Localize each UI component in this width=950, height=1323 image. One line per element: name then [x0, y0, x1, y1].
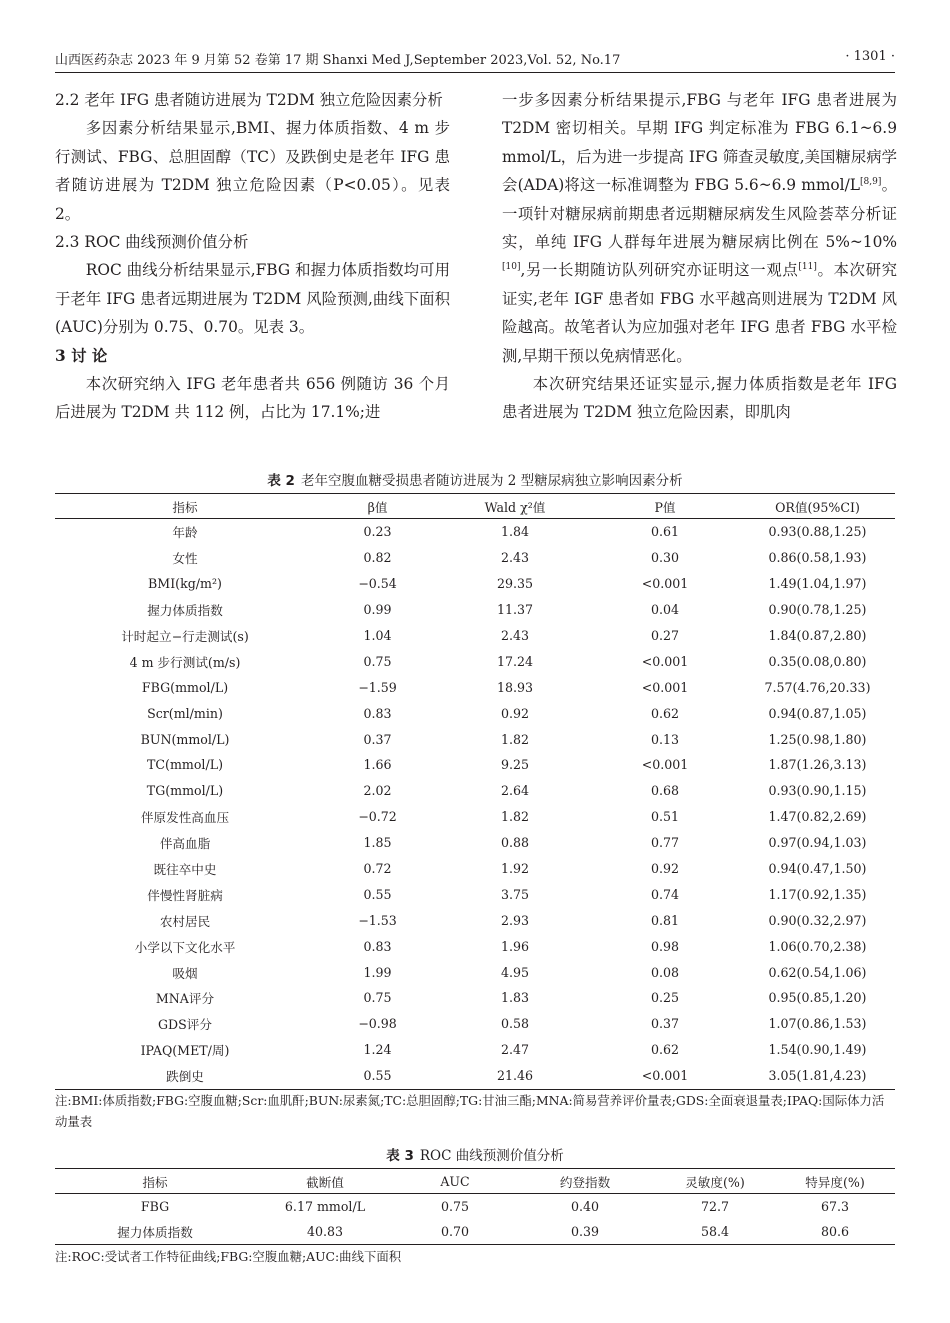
table-2-row-cell: 18.93: [496, 679, 534, 695]
table-2-row-cell: 17.24: [496, 653, 534, 669]
table-2-row-cell: 0.81: [650, 912, 680, 928]
table-3-row-cell: 0.40: [570, 1199, 600, 1214]
table-3-row-cell: 80.6: [775, 1219, 895, 1245]
table-2-row-cell: 1.06(0.70,2.38): [768, 938, 867, 954]
table-2-row-cell: 0.95(0.85,1.20): [768, 990, 867, 1006]
reference-8-9[interactable]: [8,9]: [860, 177, 882, 188]
table-2-row-cell: −1.53: [358, 912, 397, 928]
table-2-row-cell: 1.84(0.87,2.80): [768, 628, 867, 643]
table-2-row-cell: 0.83: [363, 705, 392, 721]
table-2-row-cell: 0.62(0.54,1.06): [768, 964, 867, 980]
table-3-caption: [55, 1144, 895, 1164]
table-2-row-cell: TG(mmol/L): [146, 783, 224, 799]
table-2-caption: [55, 469, 895, 489]
table-2-row-cell: 0.61: [650, 524, 680, 540]
table-2-row-cell: 0.55: [363, 886, 392, 902]
table-2-row: [55, 959, 895, 985]
reference-11[interactable]: [11]: [798, 262, 817, 273]
table-2-row-cell: 2.64: [500, 783, 530, 799]
table-2-row-cell: <0.001: [641, 679, 689, 695]
section-3-title: 3 讨 论: [55, 346, 108, 365]
table-2-row: [55, 519, 895, 545]
table-2-header-cell: OR值(95%CI): [740, 494, 895, 519]
table-2-row: [55, 648, 895, 674]
table-2-row-cell: 年龄: [172, 525, 198, 541]
table-2-row-cell: 1.24: [363, 1042, 392, 1058]
table-2-title: 老年空腹血糖受损患者随访进展为 2 型糖尿病独立影响因素分析: [300, 473, 683, 489]
table-2-row-cell: 握力体质指数: [147, 603, 223, 619]
table-3-header-row: [55, 1169, 895, 1194]
table-2-row: [55, 597, 895, 623]
table-2: [55, 493, 895, 1090]
table-2-row-cell: <0.001: [641, 576, 689, 592]
table-3-header-cell: 截断值: [255, 1169, 395, 1194]
table-2-row: [55, 545, 895, 571]
table-2-row-cell: IPAQ(MET/周): [140, 1043, 230, 1059]
table-2-row-cell: 0.92: [650, 861, 680, 877]
table-2-row-cell: 0.58: [500, 1016, 530, 1032]
table-2-row-cell: TC(mmol/L): [147, 757, 223, 773]
table-3-title: ROC 曲线预测价值分析: [419, 1148, 564, 1164]
table-3-row-cell: 0.39: [515, 1219, 655, 1245]
table-3-row-cell: 58.4: [655, 1219, 775, 1245]
table-2-row: [55, 674, 895, 700]
table-2-row-cell: 1.82: [500, 731, 530, 747]
table-2-row-cell: 0.77: [650, 835, 680, 851]
table-2-row-cell: 1.87(1.26,3.13): [768, 757, 867, 773]
table-2-row: [55, 1063, 895, 1089]
table-2-row: [55, 700, 895, 726]
table-2-row-cell: 4.95: [500, 964, 530, 980]
table-2-row-cell: 0.90(0.78,1.25): [768, 602, 867, 618]
table-2-row-cell: 0.51: [650, 809, 680, 825]
table-2-row: [55, 1037, 895, 1063]
table-3-header-cell: 约登指数: [515, 1169, 655, 1194]
table-2-row-cell: 29.35: [496, 576, 534, 592]
table-2-row-cell: 2.02: [363, 783, 392, 799]
table-3: [55, 1168, 895, 1245]
table-3-row: [55, 1194, 895, 1220]
table-2-row-cell: −1.59: [358, 679, 397, 695]
table-2-row-cell: 1.25(0.98,1.80): [768, 731, 867, 747]
table-2-row: [55, 804, 895, 830]
table-2-row-cell: 3.05(1.81,4.23): [740, 1063, 895, 1089]
table-2-row-cell: 0.93(0.88,1.25): [768, 524, 867, 540]
table-2-row-cell: 0.75: [363, 990, 392, 1006]
discussion-paragraph-1: 一步多因素分析结果提示,FBG 与老年 IFG 患者进展为 T2DM 密切相关。早期 IFG 判定标准为 FBG 6.1~6.9 mmol/L，后为进一步提高 IFG 筛查灵敏度,美国糖尿病学会(ADA)将这一标准调整为 FBG 5.6~6.9 mmol/L[8,9]。一项针对糖尿病前期患者远期糖尿病发生风险荟萃分析证实，单纯 IFG 人群每年进展为糖尿病比例在 5%~10%[10],另一长期随访队列研究亦证明这一观点[11]。本次研究证实,老年 IGF 患者如 FBG 水平越高则进展为 T2DM 风险越高。故笔者认为应加强对老年 IFG 患者 FBG 水平检测,早期干预以免病情恶化。: [502, 91, 897, 365]
table-2-row-cell: 4 m 步行测试(m/s): [129, 654, 241, 670]
table-2-row-cell: 1.47(0.82,2.69): [768, 809, 867, 825]
table-2-row-cell: 0.35(0.08,0.80): [768, 653, 867, 669]
table-2-row-cell: 1.66: [363, 757, 392, 773]
table-2-row-cell: 9.25: [500, 757, 530, 773]
table-2-row-cell: 伴慢性肾脏病: [147, 887, 223, 903]
table-2-row: [55, 907, 895, 933]
table-2-row-cell: 0.97(0.94,1.03): [768, 835, 867, 851]
running-header: [55, 44, 895, 73]
table-2-row-cell: 吸烟: [172, 965, 198, 981]
table-2-header-cell: 指标: [55, 494, 315, 519]
table-2-header-cell: β值: [315, 494, 440, 519]
table-2-row-cell: 1.17(0.92,1.35): [768, 886, 867, 902]
section-2-2-title: 2.2 老年 IFG 患者随访进展为 T2DM 独立危险因素分析: [55, 91, 443, 109]
table-2-row: [55, 752, 895, 778]
table-2-row-cell: 0.62: [650, 1042, 680, 1058]
table-3-row: [55, 1219, 895, 1245]
table-2-row-cell: 0.94(0.87,1.05): [768, 705, 867, 721]
table-3-row-cell: 握力体质指数: [55, 1219, 255, 1245]
table-2-row-cell: 跌倒史: [55, 1063, 315, 1089]
table-2-row-cell: 0.93(0.90,1.15): [768, 783, 867, 799]
table-2-row-cell: 0.72: [363, 861, 392, 877]
table-2-row-cell: MNA评分: [155, 991, 215, 1007]
table-2-row-cell: 女性: [172, 551, 198, 567]
table-2-row: [55, 623, 895, 649]
table-2-row-cell: 0.04: [650, 602, 680, 618]
journal-citation: 山西医药杂志 2023 年 9 月第 52 卷第 17 期 Shanxi Med J,September 2023,Vol. 52, No.17: [55, 53, 621, 68]
table-2-row-cell: 0.25: [650, 990, 680, 1006]
table-2-row-cell: Scr(ml/min): [147, 705, 223, 721]
table-3-row-cell: 72.7: [700, 1199, 730, 1214]
table-2-row: [55, 985, 895, 1011]
section-2-3-title: 2.3 ROC 曲线预测价值分析: [55, 233, 249, 252]
table-2-row-cell: 1.99: [363, 964, 392, 980]
section-2-2-body: 多因素分析结果显示,BMI、握力体质指数、4 m 步行测试、FBG、总胆固醇（TC）及跌倒史是老年 IFG 患者随访进展为 T2DM 独立危险因素（P<0.05）。见表 2。: [55, 119, 450, 223]
table-3-label: 表 3: [386, 1148, 414, 1164]
reference-10[interactable]: [10]: [502, 262, 521, 273]
table-2-row: [55, 1011, 895, 1037]
section-2-3-body: ROC 曲线分析结果显示,FBG 和握力体质指数均可用于老年 IFG 患者远期进展为 T2DM 风险预测,曲线下面积(AUC)分别为 0.75、0.70。见表 3。: [55, 261, 450, 337]
table-2-header-cell: Wald χ²值: [440, 494, 590, 519]
table-2-row-cell: 7.57(4.76,20.33): [764, 679, 871, 695]
table-2-row-cell: 小学以下文化水平: [134, 939, 236, 955]
table-2-row-cell: 0.88: [500, 835, 530, 851]
table-2-row-cell: 0.94(0.47,1.50): [768, 861, 867, 877]
table-2-row-cell: 21.46: [440, 1063, 590, 1089]
table-2-row-cell: <0.001: [641, 653, 689, 669]
table-2-row: [55, 881, 895, 907]
table-3-header-cell: 特异度(%): [775, 1169, 895, 1194]
table-2-row: [55, 933, 895, 959]
table-2-row-cell: BMI(kg/m²): [148, 576, 222, 592]
table-2-row-cell: 伴高血脂: [159, 836, 211, 852]
table-2-note: 注:BMI:体质指数;FBG:空腹血糖;Scr:血肌酐;BUN:尿素氮;TC:总胆固醇;TG:甘油三酯;MNA:简易营养评价量表;GDS:全面衰退量表;IPAQ:国际体力活动量表: [55, 1093, 885, 1129]
table-2-row-cell: GDS评分: [158, 1017, 212, 1033]
table-2-row-cell: 0.27: [650, 628, 680, 643]
table-2-row-cell: 1.96: [500, 938, 530, 954]
table-2-row-cell: 2.43: [500, 628, 530, 643]
table-2-row-cell: 0.37: [363, 731, 392, 747]
section-3-body: 本次研究纳入 IFG 老年患者共 656 例随访 36 个月后进展为 T2DM 共 112 例，占比为 17.1%;进: [55, 375, 450, 422]
table-2-row-cell: 0.62: [650, 705, 680, 721]
table-2-row: [55, 571, 895, 597]
table-2-row-cell: 1.85: [363, 835, 392, 851]
table-2-row-cell: 11.37: [496, 602, 534, 618]
table-2-row-cell: FBG(mmol/L): [141, 679, 229, 695]
table-2-header-cell: P值: [590, 494, 740, 519]
table-2-row-cell: 1.82: [500, 809, 530, 825]
table-2-row-cell: 0.68: [650, 783, 680, 799]
table-2-row-cell: 0.82: [363, 550, 392, 566]
table-2-row-cell: 0.08: [650, 964, 680, 980]
table-2-row-cell: BUN(mmol/L): [140, 731, 230, 747]
table-3-row-cell: 40.83: [255, 1219, 395, 1245]
table-3-row-cell: 0.75: [440, 1199, 470, 1214]
table-2-row-cell: 伴原发性高血压: [140, 810, 230, 826]
table-2-row-cell: 0.92: [500, 705, 530, 721]
table-2-row-cell: −0.72: [358, 809, 397, 825]
table-2-row-cell: 1.54(0.90,1.49): [768, 1042, 867, 1058]
table-2-row-cell: 0.23: [363, 524, 392, 540]
table-3-row-cell: 0.70: [395, 1219, 515, 1245]
left-column: [55, 86, 450, 427]
table-2-row-cell: 农村居民: [159, 913, 211, 929]
table-2-row-cell: 计时起立−行走测试(s): [121, 629, 249, 644]
table-3-row-cell: FBG: [140, 1199, 170, 1214]
table-3-header-cell: AUC: [395, 1169, 515, 1194]
table-2-row-cell: 2.93: [500, 912, 530, 928]
table-2-row-cell: 0.75: [363, 653, 392, 669]
table-2-row-cell: 0.98: [650, 938, 680, 954]
table-2-row: [55, 726, 895, 752]
table-2-row-cell: 2.47: [500, 1042, 530, 1058]
table-2-row-cell: 0.13: [650, 731, 680, 747]
table-2-row-cell: 2.43: [500, 550, 530, 566]
table-3-note: 注:ROC:受试者工作特征曲线;FBG:空腹血糖;AUC:曲线下面积: [55, 1249, 402, 1264]
table-2-row-cell: 0.83: [363, 938, 392, 954]
table-2-row-cell: −0.98: [358, 1016, 397, 1032]
right-column: [502, 86, 897, 427]
table-2-row-cell: 1.84: [500, 524, 530, 540]
table-2-row-cell: 0.55: [315, 1063, 440, 1089]
table-2-row-cell: <0.001: [641, 757, 689, 773]
table-2-row: [55, 856, 895, 882]
table-2-row: [55, 778, 895, 804]
page-number: · 1301 ·: [845, 49, 895, 64]
discussion-paragraph-2: 本次研究结果还证实显示,握力体质指数是老年 IFG 患者进展为 T2DM 独立危险因素，即肌肉: [502, 375, 897, 422]
table-3-row-cell: 67.3: [820, 1199, 850, 1214]
table-3-row-cell: 6.17 mmol/L: [284, 1199, 366, 1214]
table-2-row-cell: 0.37: [650, 1016, 680, 1032]
table-2-row-cell: 1.83: [500, 990, 530, 1006]
table-2-row-cell: 1.07(0.86,1.53): [768, 1016, 867, 1032]
table-2-row-cell: −0.54: [358, 576, 397, 592]
table-3-header-cell: 指标: [55, 1169, 255, 1194]
table-2-row-cell: 0.74: [650, 886, 680, 902]
table-2-row-cell: 0.30: [650, 550, 680, 566]
table-3-header-cell: 灵敏度(%): [655, 1169, 775, 1194]
table-2-label: 表 2: [267, 473, 295, 489]
table-2-row-cell: 0.86(0.58,1.93): [768, 550, 867, 566]
table-2-row-cell: 既往卒中史: [153, 862, 217, 878]
table-2-row-cell: <0.001: [590, 1063, 740, 1089]
table-2-row-cell: 1.04: [363, 628, 392, 643]
table-2-row-cell: 0.99: [363, 602, 392, 618]
table-2-row-cell: 3.75: [500, 886, 530, 902]
table-2-row-cell: 0.90(0.32,2.97): [768, 912, 867, 928]
table-2-row: [55, 830, 895, 856]
table-2-header-row: [55, 494, 895, 519]
table-2-row-cell: 1.92: [500, 861, 530, 877]
table-2-row-cell: 1.49(1.04,1.97): [768, 576, 867, 592]
